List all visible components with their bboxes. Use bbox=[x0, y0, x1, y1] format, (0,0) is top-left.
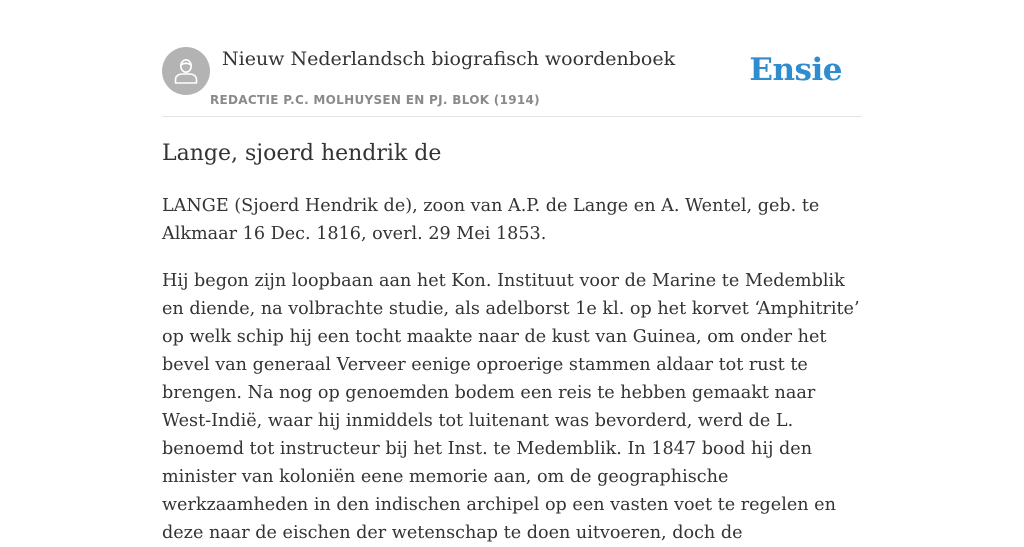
source-header bbox=[162, 46, 862, 117]
user-avatar-icon[interactable] bbox=[162, 47, 210, 95]
entry-paragraph: Hij begon zijn loopbaan aan het Kon. Instituut voor de Marine te Medemblik en diende, na volbrachte studie, als adelborst 1e kl. op het korvet ‘Amphitrite’ op welk schip hij een tocht maakte naar de kust van Guinea, om onder het bevel van generaal Verveer eenige oproerige stammen aldaar tot rust te brengen. Na nog op genoemden bodem een reis te hebben gemaakt naar West-Indië, waar hij inmiddels tot luitenant was bevorderd, werd de L. benoemd tot instructeur bij het Inst. te Medemblik. In 1847 bood hij den minister van koloniën eene memorie aan, om de geographische werkzaamheden in den indischen archipel op een vasten voet te regelen en deze naar de eischen der wetenschap te doen uitvoeren, doch de bbox=[162, 271, 860, 543]
entry-paragraph: LANGE (Sjoerd Hendrik de), zoon van A.P. de Lange en A. Wentel, geb. te Alkmaar 16 Dec. 1816, overl. 29 Mei 1853. bbox=[162, 196, 820, 244]
ensie-logo-link[interactable]: Ensie bbox=[749, 52, 842, 88]
source-editors: REDACTIE P.C. MOLHUYSEN EN PJ. BLOK (1914) bbox=[210, 93, 540, 107]
entry-title: Lange, sjoerd hendrik de bbox=[162, 141, 442, 166]
source-title[interactable]: Nieuw Nederlandsch biografisch woordenboek bbox=[222, 48, 676, 70]
